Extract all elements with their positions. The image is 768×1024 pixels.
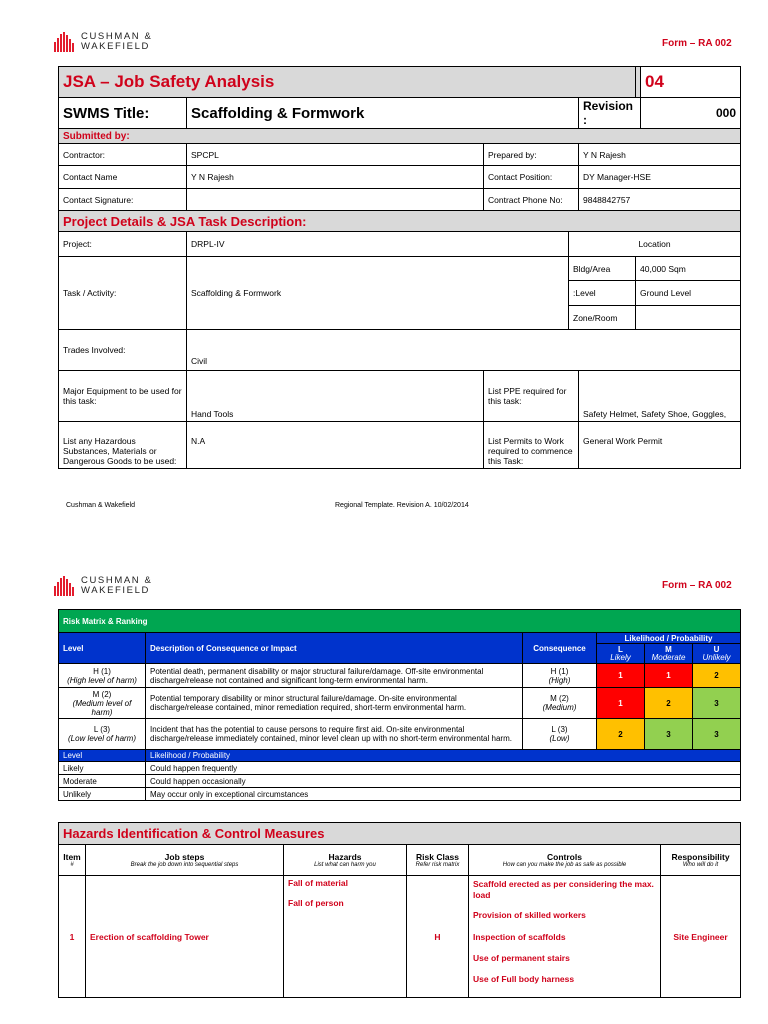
task-label: Task / Activity:	[59, 257, 187, 330]
form-code: Form – RA 002	[662, 38, 732, 49]
company-name-page2	[81, 576, 152, 596]
trades-value: Civil	[187, 330, 741, 371]
contact-position-label: Contact Position:	[484, 166, 579, 189]
hazard-item: Fall of person	[288, 898, 344, 908]
row-controls	[469, 876, 661, 998]
control-item: Scaffold erected as per considering the max. load	[473, 879, 654, 900]
risk-row	[59, 664, 741, 688]
risk-matrix-table	[58, 609, 741, 801]
prepared-value: Y N Rajesh	[579, 144, 741, 166]
swms-label: SWMS Title:	[59, 98, 187, 129]
risk-level: M (2) (Medium level of harm)	[59, 688, 146, 719]
col-resp: Responsibility Who will do it	[661, 845, 741, 876]
row-step: Erection of scaffolding Tower	[86, 876, 284, 998]
footer-center: Regional Template. Revision A. 10/02/2014	[335, 502, 469, 509]
brand-line-1: CUSHMAN &	[81, 31, 153, 42]
risk-desc: Incident that has the potential to cause persons to require first aid. On-site environmental discharge/release immediately contained, minor level clean up with no short-term environmental harm.	[146, 719, 523, 750]
prepared-label: Prepared by:	[484, 144, 579, 166]
lk-row	[59, 762, 741, 775]
task-value: Scaffolding & Formwork	[187, 257, 569, 330]
level-label: :Level	[569, 281, 636, 306]
row-risk: H	[407, 876, 469, 998]
jsa-title: JSA – Job Safety Analysis	[59, 67, 636, 98]
risk-col-consequence: Consequence	[523, 633, 597, 664]
building-bars-icon	[54, 32, 74, 52]
risk-cell: 3	[693, 719, 741, 750]
control-item: Provision of skilled workers	[473, 910, 586, 920]
risk-cell: 3	[693, 688, 741, 719]
ppe-label: List PPE required for this task:	[484, 371, 579, 422]
footer-left: Cushman & Wakefield	[66, 502, 135, 509]
contact-name-label: Contact Name	[59, 166, 187, 189]
jsa-table	[58, 66, 741, 469]
risk-desc: Potential temporary disability or minor structural failure/damage. On-site environmental discharge/release contained, minor remediation required, short-term environmental harm.	[146, 688, 523, 719]
hazardous-label: List any Hazardous Substances, Materials or Dangerous Goods to be used:	[59, 422, 187, 469]
row-item: 1	[59, 876, 86, 998]
row-resp: Site Engineer	[661, 876, 741, 998]
lk-header-likely: L Likely	[597, 644, 645, 664]
lk-desc: Could happen frequently	[146, 762, 741, 775]
col-steps: Job steps Break the job down into sequential steps	[86, 845, 284, 876]
contact-phone-label: Contract Phone No:	[484, 189, 579, 211]
brand-line-2: WAKEFIELD	[81, 41, 150, 52]
contact-signature-value[interactable]	[187, 189, 484, 211]
risk-consequence: L (3) (Low)	[523, 719, 597, 750]
risk-cell: 1	[597, 664, 645, 688]
risk-consequence: H (1) (High)	[523, 664, 597, 688]
zone-value	[636, 306, 741, 330]
risk-col-level: Level	[59, 633, 146, 664]
hazards-table	[58, 822, 741, 998]
col-risk: Risk Class Refer risk matrix	[407, 845, 469, 876]
risk-cell: 3	[645, 719, 693, 750]
lk-name: Unlikely	[59, 788, 146, 801]
hazards-title: Hazards Identification & Control Measures	[59, 823, 741, 845]
lk-header-moderate: M Moderate	[645, 644, 693, 664]
table-row	[59, 876, 741, 998]
project-value: DRPL-IV	[187, 232, 569, 257]
risk-cell: 1	[597, 688, 645, 719]
submitted-by: Submitted by:	[59, 129, 741, 144]
contact-position-value: DY Manager-HSE	[579, 166, 741, 189]
zone-label: Zone/Room	[569, 306, 636, 330]
row-hazards	[284, 876, 407, 998]
swms-value: Scaffolding & Formwork	[187, 98, 579, 129]
risk-cell: 2	[693, 664, 741, 688]
control-item: Inspection of scaffolds	[473, 932, 566, 942]
risk-consequence: M (2) (Medium)	[523, 688, 597, 719]
col-item: Item #	[59, 845, 86, 876]
form-code-page2: Form – RA 002	[662, 580, 732, 591]
contractor-value: SPCPL	[187, 144, 484, 166]
brand-line-1: CUSHMAN &	[81, 575, 153, 586]
company-logo	[54, 32, 152, 52]
trades-label: Trades Involved:	[59, 330, 187, 371]
lk-row	[59, 788, 741, 801]
equipment-label: Major Equipment to be used for this task:	[59, 371, 187, 422]
company-logo-page2	[54, 576, 152, 596]
jsa-no-value: 04	[641, 67, 741, 98]
col-hazards: Hazards List what can harm you	[284, 845, 407, 876]
contact-phone-value: 9848842757	[579, 189, 741, 211]
company-name	[81, 32, 152, 52]
equipment-value: Hand Tools	[187, 371, 484, 422]
risk-level: H (1) (High level of harm)	[59, 664, 146, 688]
lk-desc: May occur only in exceptional circumstances	[146, 788, 741, 801]
lk-name: Moderate	[59, 775, 146, 788]
risk-row	[59, 719, 741, 750]
revision-value: 000	[641, 98, 741, 129]
hazard-item: Fall of material	[288, 878, 348, 888]
control-item: Use of Full body harness	[473, 974, 575, 984]
bldg-value: 40,000 Sqm	[636, 257, 741, 281]
revision-label: Revision :	[579, 98, 641, 129]
permits-label: List Permits to Work required to commence this Task:	[484, 422, 579, 469]
bldg-label: Bldg/Area	[569, 257, 636, 281]
lk-name: Likely	[59, 762, 146, 775]
risk-matrix-title: Risk Matrix & Ranking	[59, 610, 741, 633]
col-controls: Controls How can you make the job as safe as possible	[469, 845, 661, 876]
risk-cell: 2	[597, 719, 645, 750]
control-item: Use of permanent stairs	[473, 953, 570, 963]
risk-cell: 2	[645, 688, 693, 719]
jsa-no-label	[636, 67, 641, 98]
ppe-value: Safety Helmet, Safety Shoe, Goggles,	[579, 371, 741, 422]
building-bars-icon	[54, 576, 74, 596]
risk-row	[59, 688, 741, 719]
risk-cell: 1	[645, 664, 693, 688]
lk-level-header: Level	[59, 750, 146, 762]
risk-level: L (3) (Low level of harm)	[59, 719, 146, 750]
risk-col-desc: Description of Consequence or Impact	[146, 633, 523, 664]
lk-row	[59, 775, 741, 788]
level-value: Ground Level	[636, 281, 741, 306]
contact-signature-label: Contact Signature:	[59, 189, 187, 211]
location-label: Location	[569, 232, 741, 257]
lk-desc: Could happen occasionally	[146, 775, 741, 788]
contractor-label: Contractor:	[59, 144, 187, 166]
lk-header-unlikely: U Unlikely	[693, 644, 741, 664]
risk-col-likelihood: Likelihood / Probability	[597, 633, 741, 644]
permits-value: General Work Permit	[579, 422, 741, 469]
hazardous-value: N.A	[187, 422, 484, 469]
contact-name-value: Y N Rajesh	[187, 166, 484, 189]
lk-prob-header: Likelihood / Probability	[146, 750, 741, 762]
risk-desc: Potential death, permanent disability or major structural failure/damage. Off-site environmental discharge/release not contained and significant long-term environmental harm.	[146, 664, 523, 688]
project-heading: Project Details & JSA Task Description:	[59, 211, 741, 232]
project-label: Project:	[59, 232, 187, 257]
brand-line-2: WAKEFIELD	[81, 585, 150, 596]
